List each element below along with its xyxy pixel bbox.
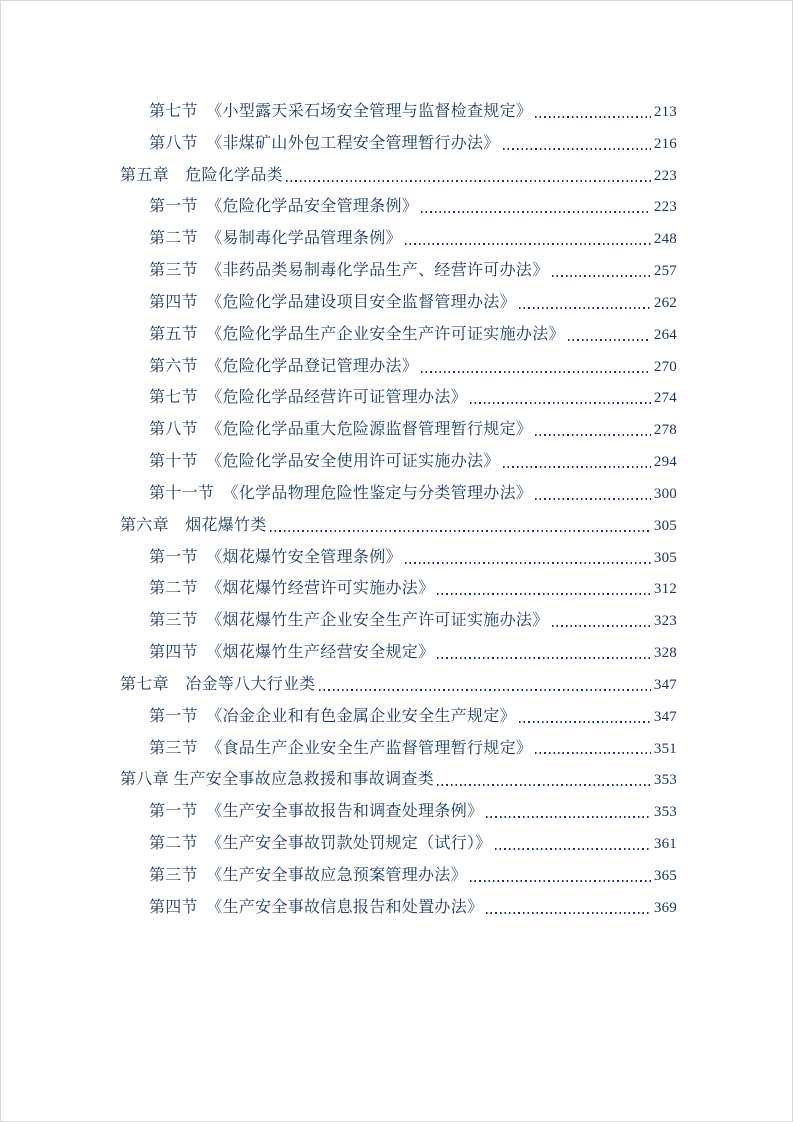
toc-entry-page: 328 xyxy=(653,645,677,662)
toc-entry xyxy=(120,573,677,605)
toc-entry-label: 第三节 《非药品类易制毒化学品生产、经营许可办法》 xyxy=(149,262,549,280)
toc-entry xyxy=(120,414,677,446)
toc-entry-label: 第五章 危险化学品类 xyxy=(120,166,284,184)
toc-entry-label: 第六节 《危险化学品登记管理办法》 xyxy=(149,357,419,375)
toc-entry xyxy=(120,892,677,924)
toc-leader-dots xyxy=(421,211,651,213)
toc-entry xyxy=(120,96,677,128)
toc-entry-page: 369 xyxy=(653,899,677,916)
toc-entry-page: 264 xyxy=(653,326,677,343)
toc-entry-page: 300 xyxy=(653,485,677,502)
toc-entry-page: 257 xyxy=(653,263,677,280)
toc-entry-page: 223 xyxy=(653,199,677,216)
toc-leader-dots xyxy=(486,816,651,818)
toc-entry xyxy=(120,351,677,383)
toc-entry xyxy=(120,796,677,828)
toc-entry-page: 351 xyxy=(653,740,677,757)
toc-entry-label: 第八章 生产安全事故应急救援和事故调查类 xyxy=(120,771,435,789)
toc-entry xyxy=(120,542,677,574)
toc-entry-label: 第七节 《小型露天采石场安全管理与监督检查规定》 xyxy=(149,103,533,120)
toc-entry xyxy=(120,446,677,478)
toc-entry-label: 第四节 《烟花爆竹生产经营安全规定》 xyxy=(149,644,435,662)
toc-entry xyxy=(120,860,677,892)
toc-entry-label: 第六章 烟花爆竹类 xyxy=(120,516,267,534)
toc-leader-dots xyxy=(437,593,650,595)
toc-entry xyxy=(120,382,677,414)
toc-entry-page: 262 xyxy=(653,294,677,311)
toc-entry-label: 第七章 冶金等八大行业类 xyxy=(120,675,316,693)
toc-entry-label: 第一节 《烟花爆竹安全管理条例》 xyxy=(149,548,402,566)
toc-entry-label: 第一节 《冶金企业和有色金属企业安全生产规定》 xyxy=(149,707,516,725)
toc-leader-dots xyxy=(421,371,651,373)
toc-list xyxy=(120,96,677,924)
toc-entry xyxy=(120,637,677,669)
toc-entry-label: 第四节 《危险化学品建设项目安全监督管理办法》 xyxy=(149,293,516,311)
toc-entry-label: 第三节 《食品生产企业安全生产监督管理暂行规定》 xyxy=(149,739,533,757)
toc-entry-label: 第十一节 《化学品物理危险性鉴定与分类管理办法》 xyxy=(149,484,533,502)
toc-entry xyxy=(120,478,677,510)
toc-leader-dots xyxy=(503,466,651,468)
toc-entry xyxy=(120,669,677,701)
toc-leader-dots xyxy=(552,625,651,627)
toc-entry xyxy=(120,510,677,542)
toc-entry-label: 第一节 《生产安全事故报告和调查处理条例》 xyxy=(149,803,484,821)
toc-entry-page: 213 xyxy=(653,104,677,120)
toc-entry-page: 323 xyxy=(653,613,677,630)
toc-entry-page: 274 xyxy=(653,390,677,407)
toc-leader-dots xyxy=(470,402,651,404)
toc-leader-dots xyxy=(405,562,651,564)
toc-leader-dots xyxy=(495,848,651,850)
toc-entry xyxy=(120,223,677,255)
toc-entry xyxy=(120,828,677,860)
toc-entry xyxy=(120,701,677,733)
toc-leader-dots xyxy=(437,784,651,786)
toc-entry-page: 365 xyxy=(653,867,677,884)
toc-entry-page: 216 xyxy=(653,135,677,152)
toc-entry-label: 第五节 《危险化学品生产企业安全生产许可证实施办法》 xyxy=(149,325,565,343)
toc-entry-page: 305 xyxy=(653,549,677,566)
toc-leader-dots xyxy=(405,243,651,245)
toc-entry-label: 第十节 《危险化学品安全使用许可证实施办法》 xyxy=(149,453,500,471)
toc-entry-label: 第八节 《危险化学品重大危险源监督管理暂行规定》 xyxy=(149,421,533,439)
toc-entry xyxy=(120,764,677,796)
toc-leader-dots xyxy=(568,339,651,341)
toc-leader-dots xyxy=(535,498,651,500)
toc-leader-dots xyxy=(286,180,651,182)
toc-entry xyxy=(120,605,677,637)
toc-entry-label: 第三节 《烟花爆竹生产企业安全生产许可证实施办法》 xyxy=(149,612,549,630)
toc-entry xyxy=(120,160,677,192)
toc-entry-page: 270 xyxy=(653,358,677,375)
toc-leader-dots xyxy=(270,530,651,532)
toc-leader-dots xyxy=(503,148,651,150)
toc-entry-label: 第二节 《易制毒化学品管理条例》 xyxy=(149,230,402,248)
toc-leader-dots xyxy=(519,721,651,723)
toc-leader-dots xyxy=(486,912,651,914)
toc-entry xyxy=(120,191,677,223)
toc-entry-page: 278 xyxy=(653,422,677,439)
toc-entry-label: 第三节 《生产安全事故应急预案管理办法》 xyxy=(149,866,468,884)
toc-entry-label: 第二节 《生产安全事故罚款处罚规定（试行）》 xyxy=(149,835,492,853)
toc-entry-page: 361 xyxy=(653,836,677,853)
toc-entry-label: 第四节 《生产安全事故信息报告和处置办法》 xyxy=(149,898,484,916)
toc-entry-label: 第七节 《危险化学品经营许可证管理办法》 xyxy=(149,389,468,407)
toc-entry-label: 第一节 《危险化学品安全管理条例》 xyxy=(149,198,419,216)
toc-entry xyxy=(120,733,677,765)
toc-leader-dots xyxy=(470,880,651,882)
toc-entry-page: 353 xyxy=(653,804,677,821)
toc-entry xyxy=(120,287,677,319)
toc-entry-label: 第二节 《烟花爆竹经营许可实施办法》 xyxy=(149,580,435,598)
toc-entry-page: 353 xyxy=(653,772,677,789)
toc-entry-page: 248 xyxy=(653,231,677,248)
toc-entry-page: 347 xyxy=(653,708,677,725)
toc-leader-dots xyxy=(319,689,651,691)
toc-entry-page: 294 xyxy=(653,454,677,471)
toc-entry-label: 第八节 《非煤矿山外包工程安全管理暂行办法》 xyxy=(149,134,500,152)
toc-leader-dots xyxy=(552,275,651,277)
toc-leader-dots xyxy=(437,657,650,659)
toc-entry-page: 223 xyxy=(653,167,677,184)
toc-entry-page: 312 xyxy=(653,581,677,598)
toc-entry-page: 305 xyxy=(653,517,677,534)
toc-leader-dots xyxy=(519,307,651,309)
toc-leader-dots xyxy=(535,116,651,118)
toc-leader-dots xyxy=(535,434,651,436)
toc-leader-dots xyxy=(535,752,651,754)
toc-entry-page: 347 xyxy=(653,676,677,693)
toc-entry xyxy=(120,255,677,287)
toc-entry xyxy=(120,319,677,351)
toc-entry xyxy=(120,128,677,160)
